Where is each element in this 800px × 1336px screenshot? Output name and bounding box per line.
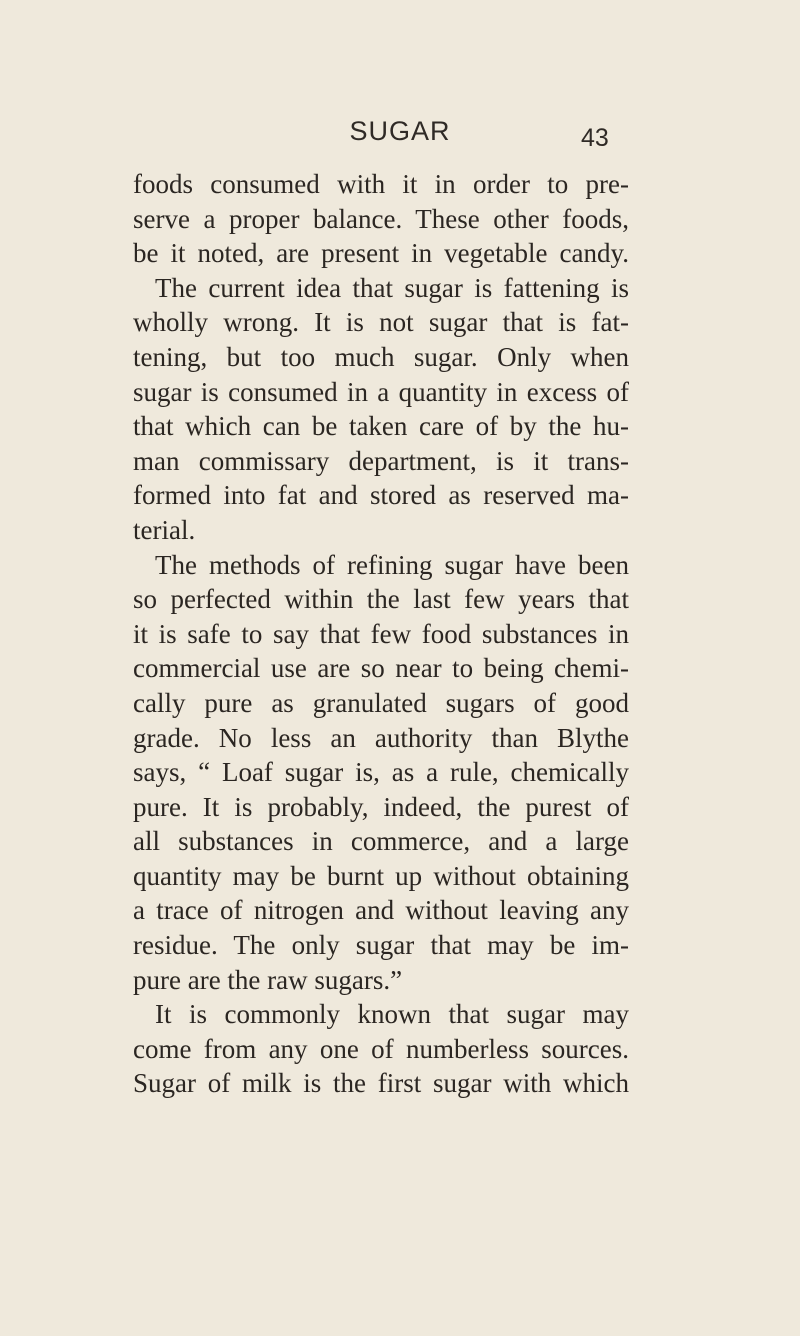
text-line: cally pure as granulated sugars of good bbox=[133, 687, 629, 718]
text-line: that which can be taken care of by the hu- bbox=[133, 411, 629, 442]
text-line: formed into fat and stored as reserved ma- bbox=[133, 480, 629, 511]
text-line: wholly wrong. It is not sugar that is fat- bbox=[133, 307, 629, 338]
text-line: foods consumed with it in order to pre- bbox=[133, 169, 629, 199]
text-line: a trace of nitrogen and without leaving any bbox=[133, 895, 629, 926]
text-line: It is commonly known that sugar may bbox=[155, 999, 629, 1030]
running-title: SUGAR bbox=[349, 116, 451, 146]
text-line: come from any one of numberless sources. bbox=[133, 1033, 629, 1064]
text-line: pure. It is probably, indeed, the purest of bbox=[133, 791, 629, 822]
text-line: man commissary department, is it trans- bbox=[133, 445, 629, 476]
text-line: grade. No less an authority than Blythe bbox=[133, 722, 629, 753]
text-line: residue. The only sugar that may be im- bbox=[133, 930, 629, 961]
text-line: serve a proper balance. These other foods, bbox=[133, 203, 629, 234]
text-line: says, “ Loaf sugar is, as a rule, chemically bbox=[133, 757, 629, 788]
body-text bbox=[133, 167, 629, 1101]
text-line: tening, but too much sugar. Only when bbox=[133, 341, 629, 372]
page-number: 43 bbox=[581, 124, 609, 152]
text-line: quantity may be burnt up without obtaining bbox=[133, 860, 629, 891]
text-line: it is safe to say that few food substances in bbox=[133, 618, 629, 649]
text-line: be it noted, are present in vegetable candy. bbox=[133, 238, 629, 269]
text-line: The methods of refining sugar have been bbox=[155, 549, 629, 580]
text-line: all substances in commerce, and a large bbox=[133, 826, 629, 857]
text-line: Sugar of milk is the first sugar with which bbox=[133, 1068, 629, 1099]
text-line: pure are the raw sugars.” bbox=[133, 964, 403, 995]
text-line: sugar is consumed in a quantity in excess of bbox=[133, 376, 629, 407]
text-line: The current idea that sugar is fattening is bbox=[155, 272, 629, 303]
text-line: so perfected within the last few years that bbox=[133, 584, 629, 615]
text-line: commercial use are so near to being chemi- bbox=[133, 653, 629, 684]
text-line: terial. bbox=[133, 514, 196, 545]
